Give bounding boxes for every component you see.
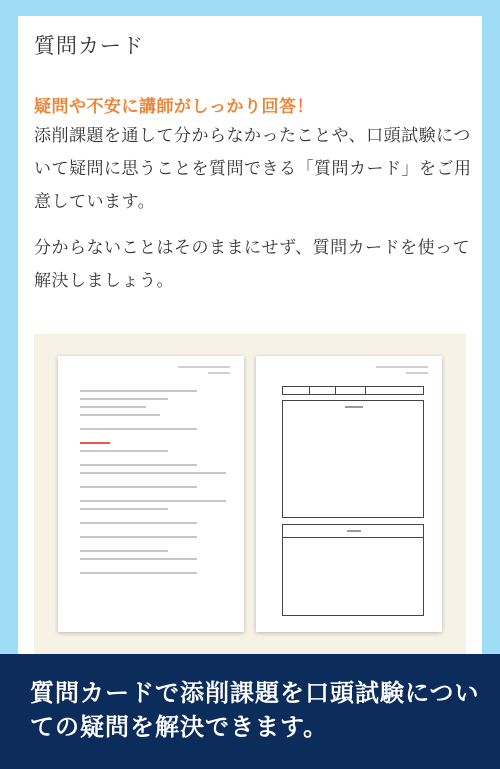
form-name-row: [282, 386, 424, 395]
question-box: [282, 400, 424, 518]
form-header-lines: [376, 366, 428, 374]
page-header-lines: [178, 366, 230, 374]
info-card: [18, 16, 482, 654]
card-subtitle: 疑問や不安に講師がしっかり回答！: [34, 97, 314, 117]
question-form-page-image: [256, 356, 442, 632]
instruction-page-image: [58, 356, 244, 632]
question-card-image: [34, 334, 466, 654]
instruction-text-lines: [80, 390, 226, 580]
answer-box: [282, 524, 424, 616]
card-title: 質問カード: [34, 34, 144, 58]
advice-paragraph: 分からないことはそのままにせず、質問カードを使って解決しましょう。: [34, 238, 471, 291]
caption-banner: [0, 654, 500, 769]
caption-text: 質問カードで添削課題を口頭試験についての疑問を解決できます。: [30, 679, 480, 741]
description-paragraph: 添削課題を通して分からなかったことや、口頭試験について疑問に思うことを質問できる「質問カード」をご用意しています。: [34, 126, 472, 212]
